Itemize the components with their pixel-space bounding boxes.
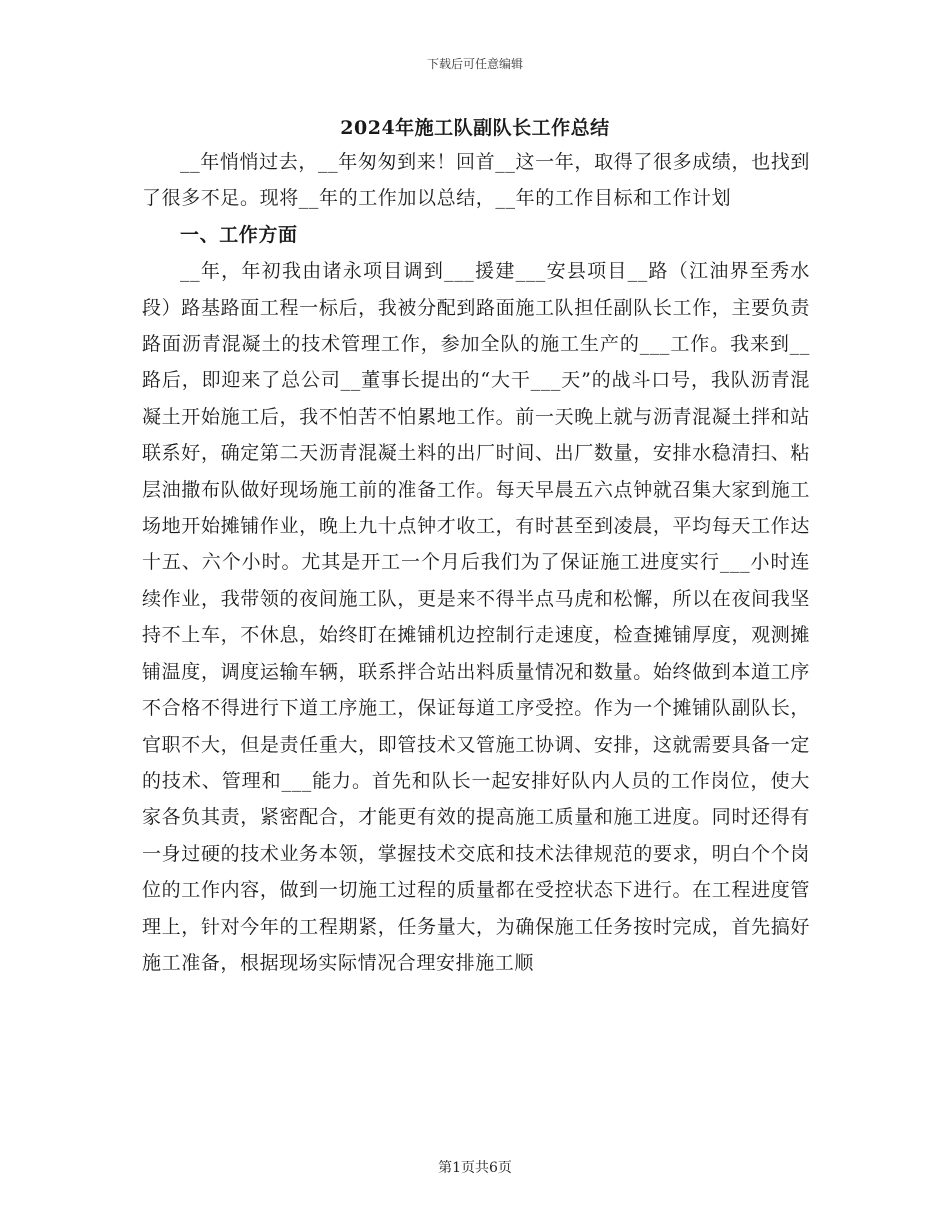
intro-paragraph: __年悄悄过去，__年匆匆到来！回首__这一年，取得了很多成绩，也找到了很多不足。现将__年的工作加以总结，__年的工作目标和工作计划: [142, 151, 810, 210]
section-heading: 一、工作方面: [180, 223, 298, 246]
page-number: 第1页共6页: [438, 1160, 512, 1176]
document-title: 2024年施工队副队长工作总结: [340, 117, 610, 139]
section-paragraph: __年，年初我由诸永项目调到___援建___安县项目__路（江油界至秀水段）路基路面工程一标后，我被分配到路面施工队担任副队长工作，主要负责路面沥青混凝土的技术管理工作，参加全队的施工生产的___工作。我来到__路后，即迎来了总公司__董事长提出的“大干___天”的战斗口号，我队沥青混凝土开始施工后，我不怕苦不怕累地工作。前一天晚上就与沥青混凝土拌和站联系好，确定第二天沥青混凝土料的出厂时间、出厂数量，安排水稳清扫、粘层油撒布队做好现场施工前的准备工作。每天早晨五六点钟就召集大家到施工场地开始摊铺作业，晚上九十点钟才收工，有时甚至到凌晨，平均每天工作达十五、六个小时。尤其是开工一个月后我们为了保证施工进度实行___小时连续作业，我带领的夜间施工队，更是来不得半点马虎和松懈，所以在夜间我坚持不上车，不休息，始终盯在摊铺机边控制行走速度，检查摊铺厚度，观测摊铺温度，调度运输车辆，联系拌合站出料质量情况和数量。始终做到本道工序不合格不得进行下道工序施工，保证每道工序受控。作为一个摊铺队副队长，官职不大，但是责任重大，即管技术又管施工协调、安排，这就需要具备一定的技术、管理和___能力。首先和队长一起安排好队内人员的工作岗位，使大家各负其责，紧密配合，才能更有效的提高施工质量和施工进度。同时还得有一身过硬的技术业务本领，掌握技术交底和技术法律规范的要求，明白个个岗位的工作内容，做到一切施工过程的质量都在受控状态下进行。在工程进度管理上，针对今年的工程期紧，任务量大，为确保施工任务按时完成，首先搞好施工准备，根据现场实际情况合理安排施工顺: [142, 260, 810, 974]
document-body: [142, 144, 810, 981]
header-note: 下载后可任意编辑: [426, 57, 523, 71]
